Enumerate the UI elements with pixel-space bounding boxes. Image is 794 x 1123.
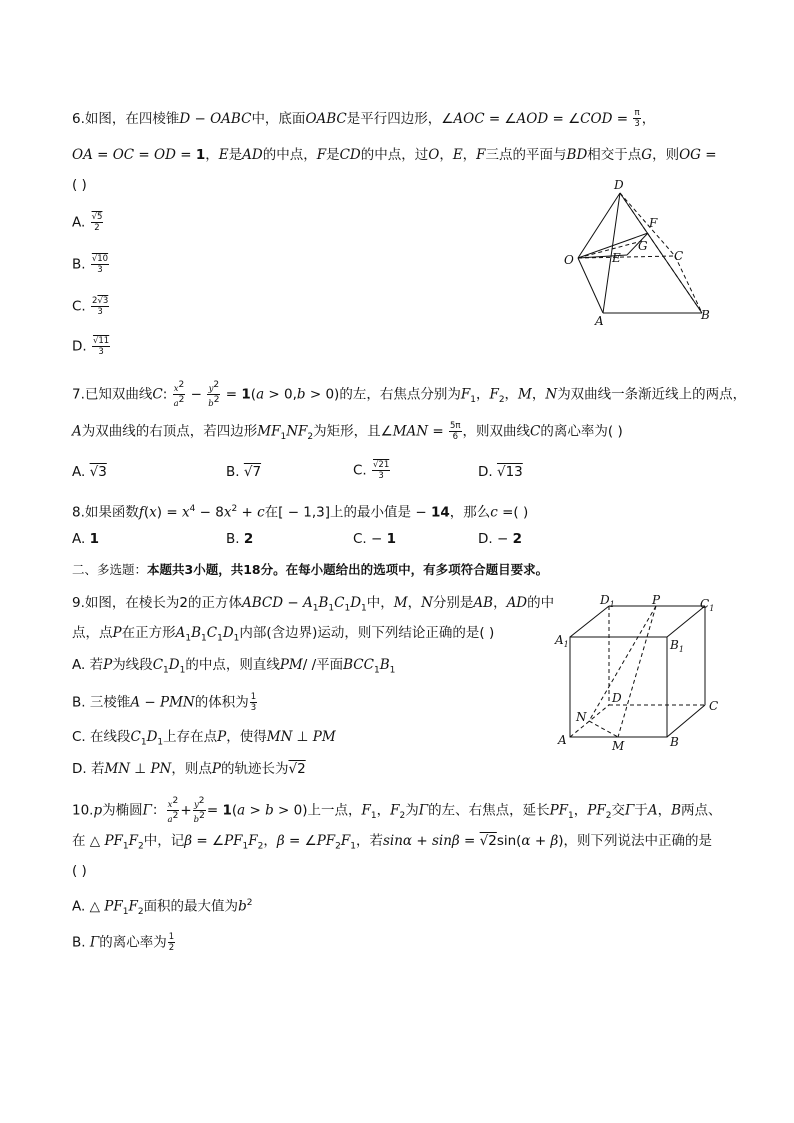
q9-option-d[interactable]: D. 若MN ⊥ PN，则点P的轨迹长为√2 — [72, 761, 306, 777]
q9-stem-line1: 9.如图，在棱长为2的正方体ABCD − $A_1B_1C_1D_1$中，M，N分别是AB，AD的中 — [72, 595, 555, 614]
q6-option-b[interactable]: B. $\frac{√10}{3}$ — [72, 254, 109, 275]
q9-label-d1: $D_1$ — [600, 593, 615, 609]
q6-option-c[interactable]: C. $\frac{2√3}{3}$ — [72, 296, 109, 317]
q6-label-f: F — [649, 216, 658, 230]
q9-label-c: C — [709, 699, 719, 713]
q7-option-b[interactable]: B. √7 — [226, 464, 262, 480]
q9-label-b1: $B_1$ — [670, 638, 684, 654]
q9-option-b[interactable]: B. 三棱锥A − PMN的体积为 $\frac{1}{3}$ — [72, 692, 257, 713]
q8-option-d[interactable]: D. − 2 — [478, 531, 522, 547]
q6-label-d: D — [614, 178, 624, 192]
q6-answer-paren: ( ) — [72, 177, 87, 193]
q6-label-e: E — [612, 251, 621, 265]
q7-option-c[interactable]: C. $\frac{√21}{3}$ — [353, 460, 390, 481]
q10-stem-line1: 10.p为椭圆Γ： $\frac{x^2}{a^2}$ + $\frac{y^2}{b^2}$ = 1(a > b > 0)上一点，$F_1$，$F_2$为Γ的左、右焦点，延长$PF_1$，$PF_2$交Γ于A，B两点、 — [72, 796, 722, 825]
q6-label-g: G — [638, 239, 648, 253]
q6-stem-line2: OA = OC = OD = 1，E是AD的中点，F是CD的中点，过O，E，F三点的平面与BD相交于点G，则OG = — [72, 147, 717, 163]
q10-answer-paren: ( ) — [72, 863, 87, 879]
q6-option-a[interactable]: A. $\frac{√5}{2}$ — [72, 212, 103, 233]
q7-option-d[interactable]: D. √13 — [478, 464, 523, 480]
q8-option-a[interactable]: A. 1 — [72, 531, 99, 547]
q9-label-p: P — [652, 593, 661, 607]
q10-stem-line2: 在 △ $PF_1F_2$中，记$\beta = \angle PF_1F_2$，$\beta = \angle PF_2F_1$，若sinα + sinβ = √2sin(α + β)，则下列说法中正确的是 — [72, 833, 713, 852]
q6-label-o: O — [564, 253, 574, 267]
q8-option-c[interactable]: C. − 1 — [353, 531, 397, 547]
q6-pyramid-figure — [555, 175, 725, 330]
q9-label-b: B — [670, 735, 679, 749]
q9-label-a: A — [558, 733, 567, 747]
q6-label-b: B — [701, 308, 710, 322]
q9-label-c1: $C_1$ — [700, 597, 715, 613]
q9-stem-line2: 点，点P在正方形$A_1B_1C_1D_1$内部(含边界)运动，则下列结论正确的是( ) — [72, 625, 495, 644]
q10-option-b[interactable]: B. Γ的离心率为 $\frac{1}{2}$ — [72, 932, 175, 953]
q8-stem: 8.如果函数$f(x) = x^4 - 8x^2 + c$在[ − 1,3]上的最小值是 − 14，那么c =( ) — [72, 504, 529, 521]
q6-stem-line1-text: 6.如图，在四棱锥D − OABC中，底面OABC是平行四边形，∠AOC = ∠AOD = ∠COD = $\frac{\pi}{3}$ ， — [72, 108, 656, 129]
q7-option-a[interactable]: A. √3 — [72, 464, 107, 480]
section2-heading: 二、多选题：本题共3小题，共18分。在每小题给出的选项中，有多项符合题目要求。 — [72, 562, 549, 577]
q6-option-d[interactable]: D. $\frac{√11}{3}$ — [72, 336, 110, 357]
q10-option-a[interactable]: A. △ $PF_1F_2$面积的最大值为$b^2$ — [72, 898, 253, 918]
q8-option-b[interactable]: B. 2 — [226, 531, 254, 547]
q6-label-a: A — [595, 314, 604, 328]
q9-label-a1: $A_1$ — [555, 633, 569, 649]
q9-option-c[interactable]: C. 在线段$C_1D_1$上存在点P，使得MN ⊥ PM — [72, 729, 336, 748]
q9-option-a[interactable]: A. 若P为线段$C_1D_1$的中点，则直线PM/ /平面$BCC_1B_1$ — [72, 657, 396, 676]
q7-stem-line2: A为双曲线的右顶点，若四边形$MF_1NF_2$为矩形，且∠MAN = $\frac{5\pi}{6}$ ，则双曲线C的离心率为( ) — [72, 421, 623, 443]
q9-label-m: M — [612, 739, 625, 753]
q9-cube-figure — [552, 592, 727, 754]
q9-label-d: D — [612, 691, 622, 705]
q7-stem-line1: 7.已知双曲线C: $\frac{x^2}{a^2}$ − $\frac{y^2}{b^2}$ = 1(a > 0,b > 0)的左，右焦点分别为$F_1$，$F_2$，M，N为双曲线一条渐近线上的两点， — [72, 380, 747, 409]
q9-label-n: N — [576, 710, 587, 724]
q6-stem-line1 — [72, 108, 655, 129]
q6-label-c: C — [674, 249, 684, 263]
